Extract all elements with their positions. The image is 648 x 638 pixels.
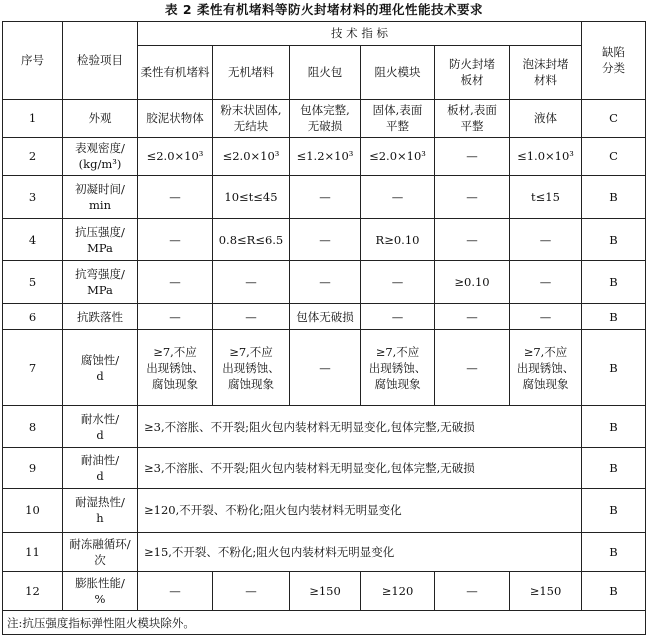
- header-col: [213, 45, 290, 99]
- row-value-text: ≥7,不应: [229, 344, 273, 359]
- row-defect-class: [582, 532, 646, 571]
- row-value-text: —: [391, 274, 404, 289]
- row-item-text: (kg/m³): [78, 157, 122, 172]
- row-value-text: 板材,表面: [447, 103, 497, 118]
- row-value: [213, 329, 290, 405]
- row-number: [3, 99, 63, 137]
- row-number-text: 2: [28, 149, 37, 164]
- row-number: [3, 532, 63, 571]
- row-item-text: 耐冻融循环/: [69, 536, 131, 551]
- row-value-text: —: [539, 274, 552, 289]
- table-row: [3, 532, 646, 571]
- row-value: [361, 137, 435, 175]
- row-defect-class-text: B: [609, 419, 618, 434]
- row-item-text: 抗弯强度/: [75, 266, 125, 281]
- row-value-text: —: [169, 309, 181, 324]
- row-value: [510, 219, 582, 260]
- table-row: [3, 329, 646, 405]
- row-value: [213, 137, 290, 175]
- row-item-text: 耐水性/: [80, 411, 120, 426]
- row-defect-class: [582, 571, 646, 610]
- row-item: [63, 304, 138, 330]
- properties-table: [2, 21, 646, 635]
- header-col-text: 阻火包: [307, 65, 343, 80]
- row-value: [290, 329, 361, 405]
- table-title: 表 2 柔性有机堵料等防火封堵材料的理化性能技术要求: [165, 2, 483, 17]
- row-value: [361, 571, 435, 610]
- row-value-text: —: [466, 360, 478, 375]
- table-row: [3, 175, 646, 218]
- row-value: [435, 260, 510, 303]
- header-item-text: 检验项目: [77, 53, 123, 68]
- row-number-text: 9: [28, 460, 37, 475]
- row-value: [435, 99, 510, 137]
- row-value: [138, 571, 213, 610]
- row-value-text: ≥120: [381, 583, 414, 598]
- row-merged-value: [138, 447, 582, 488]
- row-number: [3, 571, 63, 610]
- row-item-text: 初凝时间/: [75, 182, 125, 197]
- row-value: [510, 99, 582, 137]
- row-value-text: ≥0.10: [454, 274, 490, 289]
- row-value: [435, 571, 510, 610]
- row-number-text: 3: [28, 190, 37, 205]
- row-value-text: 包体完整,: [300, 103, 350, 118]
- row-merged-value: [138, 406, 582, 447]
- header-col-text: 材料: [534, 73, 557, 88]
- row-merged-value-text: ≥120,不开裂、不粉化;阻火包内装材料无明显变化: [144, 503, 402, 518]
- header-col: [138, 45, 213, 99]
- row-value-text: ≤2.0×10³: [222, 149, 280, 164]
- row-value-text: ≤2.0×10³: [369, 149, 426, 164]
- row-value: [290, 571, 361, 610]
- row-merged-value-text: ≥15,不开裂、不粉化;阻火包内装材料无明显变化: [144, 544, 395, 559]
- row-defect-class: [582, 304, 646, 330]
- row-value-text: 腐蚀现象: [374, 376, 421, 391]
- row-number-text: 7: [28, 360, 37, 375]
- row-value-text: 液体: [534, 111, 557, 126]
- table-row: [3, 137, 646, 175]
- row-value: [213, 219, 290, 260]
- row-item-text: 抗压强度/: [75, 224, 125, 239]
- header-defect: [582, 22, 646, 100]
- row-item-text: 外观: [88, 111, 112, 126]
- row-merged-value: [138, 489, 582, 532]
- row-item-text: MPa: [87, 282, 113, 297]
- row-item-text: d: [96, 468, 104, 483]
- row-value: [510, 260, 582, 303]
- header-defect-text: 分类: [602, 61, 625, 76]
- table-row: [3, 99, 646, 137]
- row-value-text: —: [391, 190, 404, 205]
- table-row: [3, 447, 646, 488]
- row-value: [361, 329, 435, 405]
- row-item: [63, 329, 138, 405]
- header-col: [435, 45, 510, 99]
- row-value-text: 腐蚀现象: [152, 376, 198, 391]
- row-item-text: MPa: [87, 240, 113, 255]
- row-value: [361, 175, 435, 218]
- row-value: [213, 571, 290, 610]
- row-defect-class: [582, 489, 646, 532]
- header-item: [63, 22, 138, 100]
- row-item-text: 表观密度/: [75, 141, 125, 156]
- row-value: [361, 304, 435, 330]
- row-item-text: %: [94, 591, 106, 606]
- row-value: [138, 175, 213, 218]
- row-value-text: 10≤t≤45: [224, 190, 278, 205]
- row-number: [3, 219, 63, 260]
- row-defect-class-text: B: [609, 232, 618, 247]
- row-item: [63, 219, 138, 260]
- row-item-text: h: [96, 511, 104, 526]
- row-defect-class-text: B: [609, 503, 618, 518]
- row-defect-class-text: C: [609, 149, 618, 164]
- row-value: [290, 175, 361, 218]
- table-row: [3, 571, 646, 610]
- row-value: [138, 99, 213, 137]
- row-value-text: 0.8≤R≤6.5: [218, 232, 284, 247]
- row-value-text: —: [169, 190, 181, 205]
- row-value-text: 出现锈蚀、: [222, 360, 280, 375]
- row-value: [290, 99, 361, 137]
- row-value: [435, 329, 510, 405]
- row-value: [361, 260, 435, 303]
- header-defect-text: 缺陷: [602, 45, 625, 60]
- row-merged-value: [138, 532, 582, 571]
- row-item: [63, 175, 138, 218]
- row-value-text: 出现锈蚀、: [516, 360, 575, 375]
- row-value-text: ≥7,不应: [153, 344, 197, 359]
- row-item: [63, 137, 138, 175]
- row-value-text: ≥7,不应: [375, 344, 420, 359]
- row-defect-class-text: B: [609, 583, 618, 598]
- row-value-text: R≥0.10: [375, 232, 420, 247]
- header-col: [510, 45, 582, 99]
- table-row: [3, 22, 646, 46]
- row-value: [138, 260, 213, 303]
- row-defect-class: [582, 406, 646, 447]
- row-number-text: 8: [28, 419, 37, 434]
- row-value-text: —: [391, 309, 404, 324]
- row-item-text: 膨胀性能/: [75, 575, 125, 590]
- table-row: [3, 611, 646, 635]
- row-defect-class: [582, 260, 646, 303]
- row-item: [63, 571, 138, 610]
- row-value: [290, 260, 361, 303]
- row-item-text: 次: [94, 552, 106, 567]
- row-defect-class: [582, 175, 646, 218]
- row-value-text: 包体无破损: [296, 309, 354, 324]
- row-value: [290, 219, 361, 260]
- row-value-text: 无破损: [307, 119, 343, 134]
- row-value: [361, 99, 435, 137]
- row-value-text: ≤1.2×10³: [296, 149, 354, 164]
- row-value-text: ≤1.0×10³: [517, 149, 574, 164]
- row-value: [361, 219, 435, 260]
- table-row: [3, 489, 646, 532]
- header-tech-text: 技 术 指 标: [331, 26, 388, 41]
- row-value-text: 粉末状固体,: [220, 103, 282, 118]
- row-value: [510, 137, 582, 175]
- row-value-text: —: [169, 232, 181, 247]
- row-item-text: 腐蚀性/: [80, 352, 120, 367]
- header-col: [290, 45, 361, 99]
- row-number-text: 1: [28, 111, 37, 126]
- header-seq-text: 序号: [21, 53, 44, 68]
- row-value: [510, 571, 582, 610]
- table-row: [3, 219, 646, 260]
- row-value-text: 平整: [386, 119, 409, 134]
- row-item: [63, 532, 138, 571]
- row-defect-class-text: B: [609, 274, 618, 289]
- row-value-text: 平整: [460, 119, 484, 134]
- row-value-text: —: [169, 583, 181, 598]
- row-number: [3, 260, 63, 303]
- row-value-text: —: [319, 274, 331, 289]
- header-tech: [138, 22, 582, 46]
- row-value-text: 无结块: [233, 119, 269, 134]
- row-value-text: 出现锈蚀、: [146, 360, 204, 375]
- row-value-text: —: [466, 309, 478, 324]
- header-col-text: 泡沫封堵: [522, 57, 569, 72]
- row-item-text: min: [89, 198, 111, 213]
- row-value-text: ≥7,不应: [523, 344, 568, 359]
- row-value: [510, 304, 582, 330]
- row-defect-class: [582, 99, 646, 137]
- row-defect-class-text: B: [609, 360, 618, 375]
- row-defect-class-text: B: [609, 190, 618, 205]
- row-value: [213, 99, 290, 137]
- row-item-text: 耐油性/: [80, 452, 120, 467]
- row-value: [213, 304, 290, 330]
- row-value-text: ≥150: [529, 583, 562, 598]
- row-value-text: ≤2.0×10³: [146, 149, 204, 164]
- row-value: [213, 260, 290, 303]
- row-item: [63, 489, 138, 532]
- header-seq: [3, 22, 63, 100]
- row-value: [138, 219, 213, 260]
- row-number: [3, 329, 63, 405]
- row-merged-value-text: ≥3,不溶胀、不开裂;阻火包内装材料无明显变化,包体完整,无破损: [144, 460, 475, 475]
- row-item-text: 抗跌落性: [77, 309, 123, 324]
- row-number: [3, 304, 63, 330]
- row-number: [3, 175, 63, 218]
- row-item: [63, 406, 138, 447]
- row-item-text: d: [96, 368, 104, 383]
- row-number: [3, 137, 63, 175]
- row-value-text: 出现锈蚀、: [368, 360, 427, 375]
- row-number-text: 5: [28, 274, 37, 289]
- row-value: [510, 329, 582, 405]
- row-value: [435, 304, 510, 330]
- row-value-text: 胶泥状物体: [146, 111, 204, 126]
- row-value-text: —: [245, 309, 257, 324]
- row-number-text: 4: [28, 232, 37, 247]
- row-value: [290, 304, 361, 330]
- row-defect-class: [582, 219, 646, 260]
- row-value-text: —: [539, 309, 552, 324]
- row-value: [290, 137, 361, 175]
- row-number: [3, 406, 63, 447]
- row-value: [138, 304, 213, 330]
- row-merged-value-text: ≥3,不溶胀、不开裂;阻火包内装材料无明显变化,包体完整,无破损: [144, 419, 475, 434]
- row-number: [3, 489, 63, 532]
- row-value: [138, 137, 213, 175]
- header-col-text: 阻火模块: [374, 65, 421, 80]
- row-value-text: —: [539, 232, 552, 247]
- row-number: [3, 447, 63, 488]
- header-col: [361, 45, 435, 99]
- header-col-text: 防火封堵: [449, 57, 495, 72]
- row-defect-class-text: C: [609, 111, 618, 126]
- table-note-text: 注:抗压强度指标弹性阻火模块除外。: [7, 615, 195, 630]
- table-row: [3, 260, 646, 303]
- row-number-text: 11: [25, 544, 40, 559]
- row-item: [63, 447, 138, 488]
- row-value: [510, 175, 582, 218]
- row-value-text: —: [169, 274, 181, 289]
- row-number-text: 6: [28, 309, 37, 324]
- row-defect-class: [582, 137, 646, 175]
- row-value-text: ≥150: [309, 583, 341, 598]
- row-item: [63, 99, 138, 137]
- header-col-text: 无机堵料: [228, 65, 274, 80]
- row-value-text: —: [466, 232, 478, 247]
- table-note: [3, 611, 646, 635]
- header-col-text: 板材: [460, 73, 484, 88]
- row-defect-class-text: B: [609, 544, 618, 559]
- row-value-text: —: [466, 190, 478, 205]
- row-number-text: 10: [25, 503, 40, 518]
- row-value-text: —: [319, 360, 331, 375]
- row-value-text: t≤15: [531, 190, 560, 205]
- table-row: [3, 304, 646, 330]
- row-defect-class-text: B: [609, 460, 618, 475]
- row-defect-class: [582, 447, 646, 488]
- row-defect-class-text: B: [609, 309, 618, 324]
- row-value-text: 腐蚀现象: [228, 376, 274, 391]
- row-value-text: 固体,表面: [372, 103, 423, 118]
- row-item: [63, 260, 138, 303]
- row-value: [435, 175, 510, 218]
- table-row: [3, 406, 646, 447]
- row-item-text: 耐湿热性/: [75, 495, 125, 510]
- row-number-text: 12: [25, 583, 40, 598]
- header-col-text: 柔性有机堵料: [140, 65, 210, 80]
- row-value-text: —: [319, 232, 331, 247]
- row-value: [138, 329, 213, 405]
- row-defect-class: [582, 329, 646, 405]
- row-value-text: —: [245, 583, 257, 598]
- row-value: [213, 175, 290, 218]
- row-value: [435, 219, 510, 260]
- row-item-text: d: [96, 427, 104, 442]
- row-value-text: —: [466, 149, 478, 164]
- row-value-text: 腐蚀现象: [522, 376, 569, 391]
- row-value-text: —: [245, 274, 257, 289]
- row-value-text: —: [466, 583, 478, 598]
- row-value-text: —: [319, 190, 331, 205]
- row-value: [435, 137, 510, 175]
